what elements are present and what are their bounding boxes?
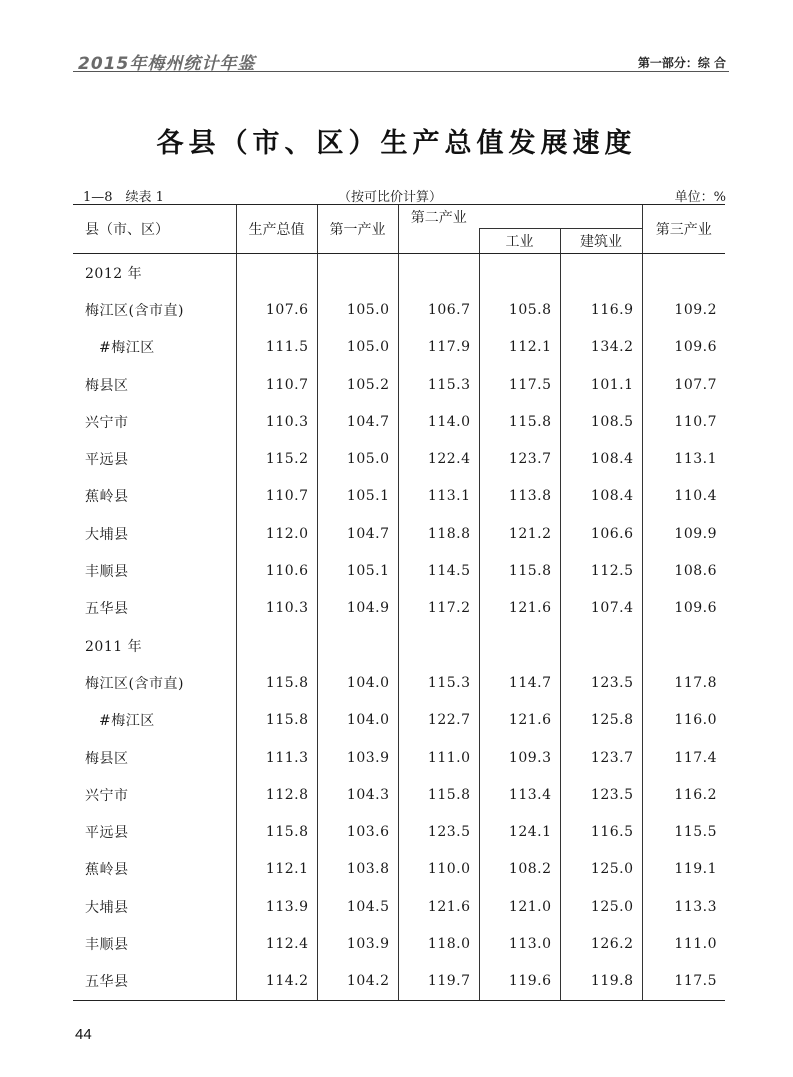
calc-note: （按可比价计算） (338, 190, 443, 205)
value-cell: 108.2 (479, 851, 560, 888)
value-cell: 108.4 (560, 440, 642, 477)
value-cell: 105.1 (317, 478, 398, 515)
table-body (73, 254, 725, 1001)
table-row (73, 888, 725, 925)
value-cell: 124.1 (479, 813, 560, 850)
county-label: #梅江区 (99, 340, 155, 357)
value-cell: 107.4 (560, 590, 642, 627)
value-cell: 112.4 (236, 925, 317, 962)
value-cell: 107.6 (236, 291, 317, 328)
value-cell: 108.5 (560, 403, 642, 440)
value-cell: 116.9 (560, 291, 642, 328)
col-header-primary: 第一产业 (317, 205, 398, 254)
table-row (73, 776, 725, 813)
value-cell: 104.2 (317, 963, 398, 1001)
value-cell: 104.5 (317, 888, 398, 925)
col-header-secondary: 第二产业 (398, 205, 479, 229)
value-cell: 126.2 (560, 925, 642, 962)
value-cell: 115.3 (398, 664, 479, 701)
value-cell: 116.5 (560, 813, 642, 850)
value-cell: 111.5 (236, 329, 317, 366)
yearbook-brand: 2015年梅州统计年鉴 (78, 54, 256, 74)
value-cell: 114.2 (236, 963, 317, 1001)
value-cell: 110.4 (642, 478, 725, 515)
table-row (73, 851, 725, 888)
value-cell: 115.8 (398, 776, 479, 813)
value-cell (317, 627, 398, 664)
value-cell: 117.8 (642, 664, 725, 701)
value-cell: 123.5 (560, 664, 642, 701)
county-label: 平远县 (85, 452, 129, 469)
value-cell: 113.0 (479, 925, 560, 962)
value-cell: 104.0 (317, 702, 398, 739)
year-label: 2012 年 (85, 265, 143, 282)
value-cell: 105.0 (317, 291, 398, 328)
table-row (73, 291, 725, 328)
value-cell (642, 254, 725, 292)
value-cell: 108.4 (560, 478, 642, 515)
value-cell: 119.1 (642, 851, 725, 888)
value-cell: 108.6 (642, 552, 725, 589)
value-cell: 110.0 (398, 851, 479, 888)
value-cell: 104.7 (317, 403, 398, 440)
value-cell: 103.9 (317, 739, 398, 776)
year-row (73, 254, 725, 292)
value-cell: 116.0 (642, 702, 725, 739)
value-cell: 114.0 (398, 403, 479, 440)
value-cell: 121.0 (479, 888, 560, 925)
value-cell: 118.8 (398, 515, 479, 552)
table-row (73, 739, 725, 776)
value-cell: 121.6 (398, 888, 479, 925)
header-divider (73, 71, 729, 72)
table-row (73, 366, 725, 403)
value-cell: 103.6 (317, 813, 398, 850)
value-cell: 110.7 (642, 403, 725, 440)
value-cell: 105.8 (479, 291, 560, 328)
value-cell (398, 627, 479, 664)
county-label: 丰顺县 (85, 564, 129, 581)
value-cell: 122.7 (398, 702, 479, 739)
table-row (73, 552, 725, 589)
value-cell: 103.9 (317, 925, 398, 962)
col-header-secondary-span (479, 205, 642, 229)
page-number: 44 (75, 1026, 92, 1043)
value-cell (236, 627, 317, 664)
year-row (73, 627, 725, 664)
value-cell: 105.0 (317, 440, 398, 477)
value-cell: 110.6 (236, 552, 317, 589)
value-cell: 113.4 (479, 776, 560, 813)
table-row (73, 925, 725, 962)
value-cell: 117.4 (642, 739, 725, 776)
col-header-gdp: 生产总值 (236, 205, 317, 254)
value-cell: 119.8 (560, 963, 642, 1001)
value-cell: 112.5 (560, 552, 642, 589)
value-cell: 115.5 (642, 813, 725, 850)
county-label: 大埔县 (85, 899, 129, 916)
table-row (73, 329, 725, 366)
value-cell: 109.3 (479, 739, 560, 776)
value-cell: 115.8 (236, 664, 317, 701)
value-cell: 113.3 (642, 888, 725, 925)
value-cell: 121.2 (479, 515, 560, 552)
value-cell: 111.0 (642, 925, 725, 962)
value-cell: 109.9 (642, 515, 725, 552)
value-cell: 125.0 (560, 851, 642, 888)
county-label: 丰顺县 (85, 936, 129, 953)
value-cell: 104.0 (317, 664, 398, 701)
value-cell: 104.7 (317, 515, 398, 552)
value-cell (642, 627, 725, 664)
value-cell: 109.2 (642, 291, 725, 328)
col-header-construction: 建筑业 (560, 229, 642, 254)
value-cell (479, 627, 560, 664)
table-row (73, 515, 725, 552)
value-cell (317, 254, 398, 292)
value-cell: 121.6 (479, 590, 560, 627)
county-label: 五华县 (73, 963, 236, 1001)
value-cell: 106.7 (398, 291, 479, 328)
value-cell (560, 254, 642, 292)
table-row (73, 963, 725, 1001)
value-cell: 119.7 (398, 963, 479, 1001)
value-cell: 117.2 (398, 590, 479, 627)
table-row (73, 403, 725, 440)
value-cell: 101.1 (560, 366, 642, 403)
value-cell: 114.5 (398, 552, 479, 589)
value-cell: 115.8 (236, 702, 317, 739)
page-title: 各县（市、区）生产总值发展速度 (156, 128, 637, 159)
value-cell: 112.0 (236, 515, 317, 552)
value-cell: 113.1 (398, 478, 479, 515)
county-label: 梅县区 (85, 750, 129, 767)
table-row (73, 813, 725, 850)
county-label: 梅江区(含市直) (85, 675, 184, 692)
value-cell: 104.9 (317, 590, 398, 627)
value-cell: 117.5 (642, 963, 725, 1001)
value-cell: 112.8 (236, 776, 317, 813)
county-label: 五华县 (85, 601, 129, 618)
table-row (73, 440, 725, 477)
value-cell: 125.8 (560, 702, 642, 739)
value-cell: 116.2 (642, 776, 725, 813)
value-cell: 117.9 (398, 329, 479, 366)
value-cell: 112.1 (236, 851, 317, 888)
value-cell (398, 254, 479, 292)
col-header-secondary-blank (398, 229, 479, 254)
value-cell: 117.5 (479, 366, 560, 403)
value-cell: 103.8 (317, 851, 398, 888)
value-cell: 105.1 (317, 552, 398, 589)
value-cell: 125.0 (560, 888, 642, 925)
value-cell: 110.3 (236, 403, 317, 440)
value-cell: 123.7 (560, 739, 642, 776)
value-cell: 113.1 (642, 440, 725, 477)
value-cell: 115.8 (479, 403, 560, 440)
value-cell: 113.8 (479, 478, 560, 515)
value-cell: 109.6 (642, 590, 725, 627)
value-cell: 115.8 (236, 813, 317, 850)
county-label: 兴宁市 (85, 787, 129, 804)
col-header-industry: 工业 (479, 229, 560, 254)
value-cell: 115.2 (236, 440, 317, 477)
county-label: 蕉岭县 (85, 489, 129, 506)
county-label: 蕉岭县 (85, 862, 129, 879)
value-cell: 104.3 (317, 776, 398, 813)
value-cell: 106.6 (560, 515, 642, 552)
value-cell: 110.7 (236, 366, 317, 403)
county-label: #梅江区 (99, 713, 155, 730)
value-cell: 118.0 (398, 925, 479, 962)
county-label: 平远县 (85, 825, 129, 842)
value-cell: 105.0 (317, 329, 398, 366)
value-cell: 111.3 (236, 739, 317, 776)
value-cell: 107.7 (642, 366, 725, 403)
value-cell (560, 627, 642, 664)
growth-table (73, 204, 725, 1001)
section-label: 第一部分：综 合 (637, 56, 726, 70)
year-label: 2011 年 (85, 638, 143, 655)
value-cell: 115.3 (398, 366, 479, 403)
value-cell: 113.9 (236, 888, 317, 925)
value-cell: 123.7 (479, 440, 560, 477)
value-cell: 123.5 (560, 776, 642, 813)
table-row (73, 478, 725, 515)
value-cell: 134.2 (560, 329, 642, 366)
col-header-tertiary: 第三产业 (642, 205, 725, 254)
value-cell: 112.1 (479, 329, 560, 366)
value-cell: 119.6 (479, 963, 560, 1001)
value-cell: 121.6 (479, 702, 560, 739)
value-cell: 115.8 (479, 552, 560, 589)
value-cell: 122.4 (398, 440, 479, 477)
value-cell: 109.6 (642, 329, 725, 366)
county-label: 梅县区 (85, 377, 129, 394)
table-row (73, 590, 725, 627)
county-label: 兴宁市 (85, 414, 129, 431)
value-cell: 110.3 (236, 590, 317, 627)
value-cell: 110.7 (236, 478, 317, 515)
value-cell: 123.5 (398, 813, 479, 850)
col-header-county: 县（市、区） (73, 205, 236, 254)
value-cell (479, 254, 560, 292)
table-row (73, 702, 725, 739)
table-row (73, 664, 725, 701)
county-label: 梅江区(含市直) (85, 302, 184, 319)
value-cell: 105.2 (317, 366, 398, 403)
value-cell (236, 254, 317, 292)
county-label: 大埔县 (85, 526, 129, 543)
value-cell: 114.7 (479, 664, 560, 701)
table-id: 1—8 续表 1 (83, 190, 164, 205)
unit-label: 单位：% (674, 190, 726, 205)
value-cell: 111.0 (398, 739, 479, 776)
